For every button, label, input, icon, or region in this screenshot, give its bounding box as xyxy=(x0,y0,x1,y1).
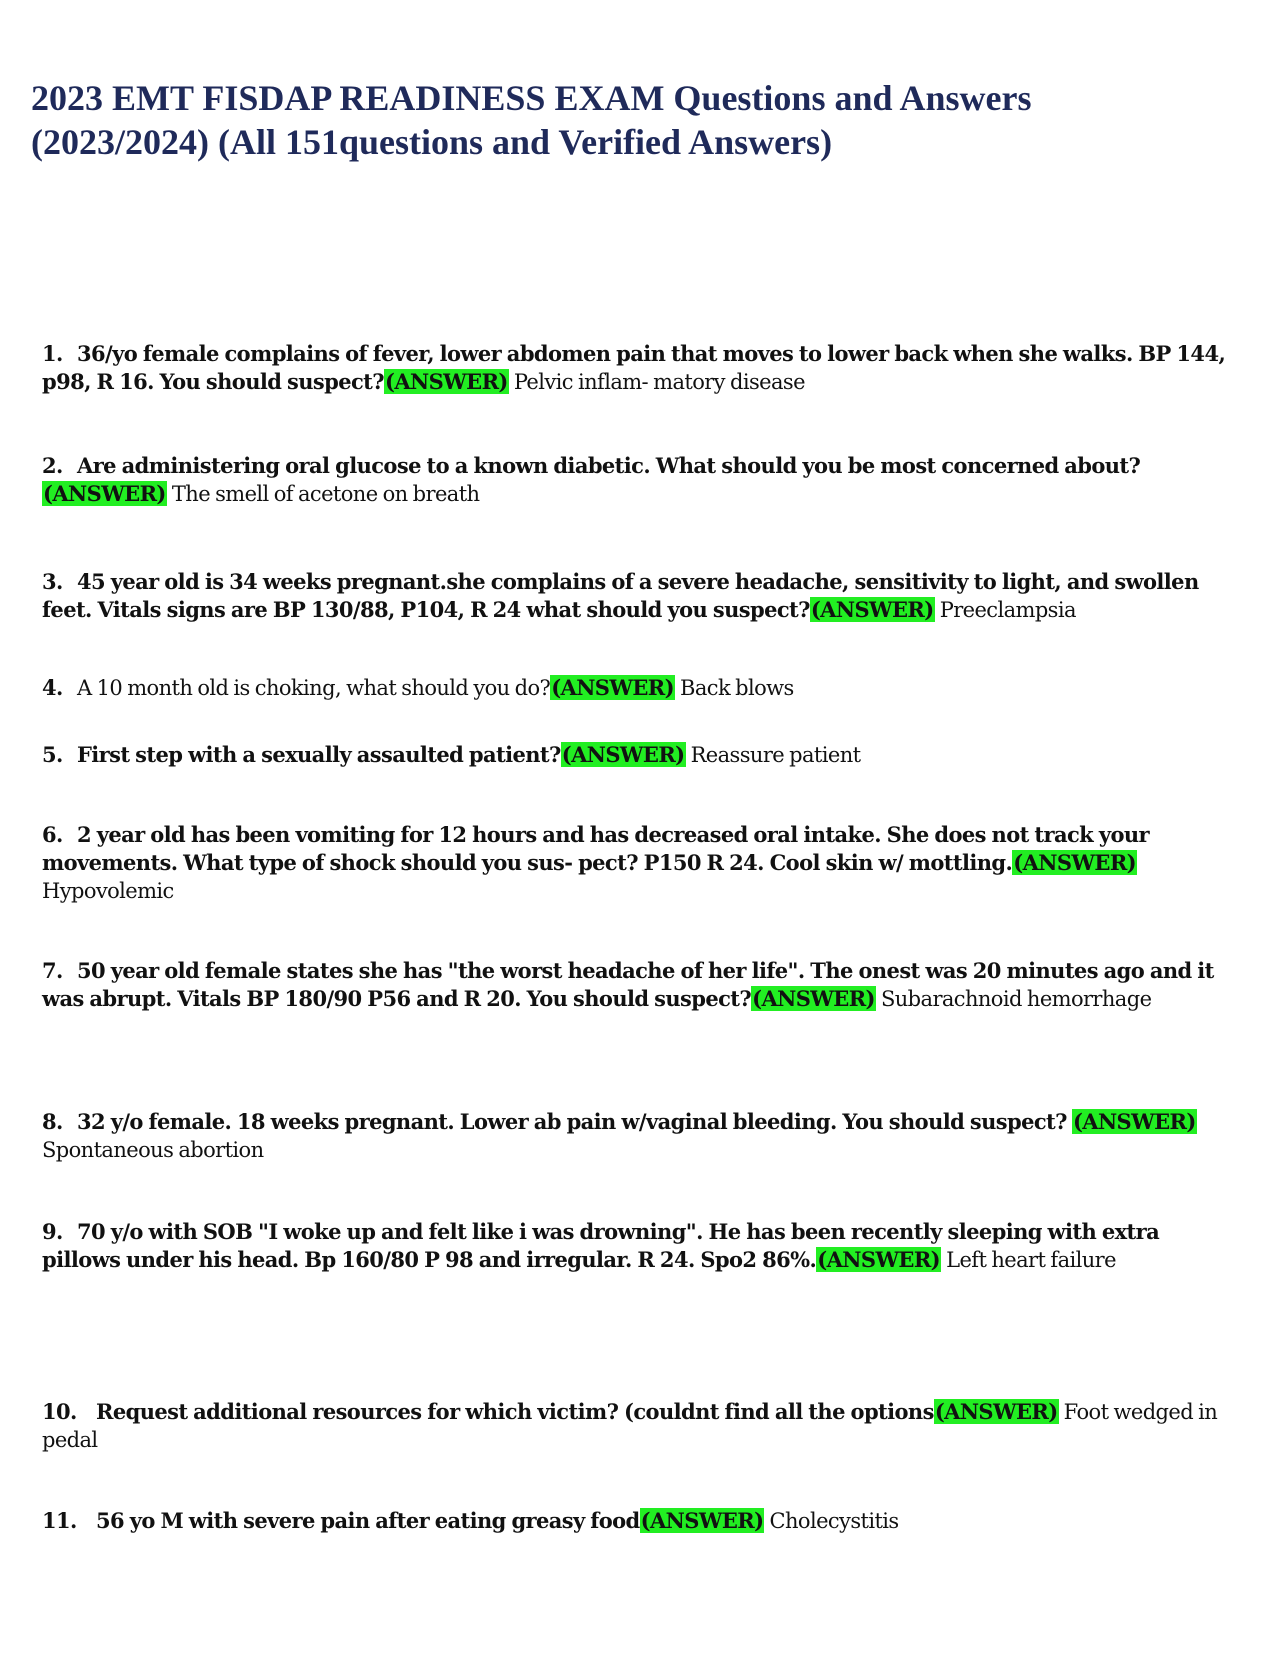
question-number: 2. xyxy=(42,453,63,478)
answer-text: Left heart failure xyxy=(946,1248,1116,1272)
question-text: A 10 month old is choking, what should you do? xyxy=(77,676,551,700)
question-number: 6. xyxy=(42,822,63,847)
answer-tag: (ANSWER) xyxy=(934,1399,1058,1424)
answer-tag: (ANSWER) xyxy=(43,481,166,506)
question-5 xyxy=(42,741,1242,769)
answer-text: Pelvic inflam- matory disease xyxy=(513,370,805,394)
answer-tag: (ANSWER) xyxy=(640,1508,764,1533)
answer-text: Reassure patient xyxy=(690,743,861,767)
question-text: First step with a sexually assaulted patient? xyxy=(77,742,561,767)
question-text: 50 year old female states she has "the worst headache of her life". The onest was 20 minutes ago and it was abrupt. Vitals BP 180/90 P56 and R 20. You should suspect? xyxy=(42,958,1214,1011)
question-number: 1. xyxy=(42,341,63,366)
answer-text: Cholecystitis xyxy=(769,1509,899,1533)
answer-tag: (ANSWER) xyxy=(752,986,875,1011)
question-number: 9. xyxy=(42,1219,63,1244)
question-text: 45 year old is 34 weeks pregnant.she complains of a severe headache, sensitivity to light, and swollen feet. Vitals signs are BP 130/88, P104, R 24 what should you suspect? xyxy=(42,569,1199,622)
question-4 xyxy=(42,674,1242,702)
answer-tag: (ANSWER) xyxy=(384,369,508,394)
answer-tag: (ANSWER) xyxy=(561,742,685,767)
answer-tag: (ANSWER) xyxy=(1072,1109,1196,1134)
answer-text: Hypovolemic xyxy=(42,879,174,903)
question-8 xyxy=(42,1108,1242,1164)
question-number: 4. xyxy=(42,675,63,700)
document-title-line-1: 2023 EMT FISDAP READINESS EXAM Questions and Answers xyxy=(31,78,1032,118)
question-9 xyxy=(42,1218,1242,1274)
question-1 xyxy=(42,340,1242,396)
question-3 xyxy=(42,568,1242,624)
answer-text: Back blows xyxy=(680,676,794,700)
question-text: 70 y/o with SOB "I woke up and felt like i was drowning". He has been recently sleeping with extra pillows under his head. Bp 160/80 P 98 and irregular. R 24. Spo2 86%. xyxy=(42,1219,1160,1272)
question-text: Request additional resources for which victim? (couldnt find all the options xyxy=(96,1399,934,1424)
question-number: 7. xyxy=(42,958,63,983)
question-number: 5. xyxy=(42,742,63,767)
answer-text: The smell of acetone on breath xyxy=(171,482,480,506)
question-number: 10. xyxy=(42,1399,77,1424)
question-text: 32 y/o female. 18 weeks pregnant. Lower ab pain w/vaginal bleeding. You should suspect? xyxy=(77,1109,1067,1134)
question-number: 3. xyxy=(42,569,63,594)
question-number: 8. xyxy=(42,1109,63,1134)
question-10 xyxy=(42,1398,1242,1454)
question-number: 11. xyxy=(42,1508,77,1533)
question-text: 36/yo female complains of fever, lower abdomen pain that moves to lower back when she walks. BP 144, p98, R 16. You should suspect? xyxy=(42,341,1226,394)
question-text: 2 year old has been vomiting for 12 hours and has decreased oral intake. She does not track your movements. What type of shock should you sus- pect? P150 R 24. Cool skin w/ mottling. xyxy=(42,822,1149,875)
answer-text: Foot wedged in pedal xyxy=(42,1400,1218,1452)
question-text: 56 yo M with severe pain after eating greasy food xyxy=(96,1508,640,1533)
question-6 xyxy=(42,821,1242,905)
question-7 xyxy=(42,957,1242,1013)
document-title-line-2: (2023/2024) (All 151questions and Verified Answers) xyxy=(31,122,833,162)
question-2 xyxy=(42,452,1242,508)
document-title xyxy=(31,76,1231,164)
answer-text: Spontaneous abortion xyxy=(42,1138,264,1162)
answer-tag: (ANSWER) xyxy=(817,1247,941,1272)
answer-text: Subarachnoid hemorrhage xyxy=(880,987,1152,1011)
question-11 xyxy=(42,1507,1242,1535)
answer-tag: (ANSWER) xyxy=(1013,850,1137,875)
answer-tag: (ANSWER) xyxy=(810,597,934,622)
question-text: Are administering oral glucose to a known diabetic. What should you be most concerned about? xyxy=(77,453,1141,478)
answer-tag: (ANSWER) xyxy=(551,675,674,700)
answer-text: Preeclampsia xyxy=(939,598,1076,622)
